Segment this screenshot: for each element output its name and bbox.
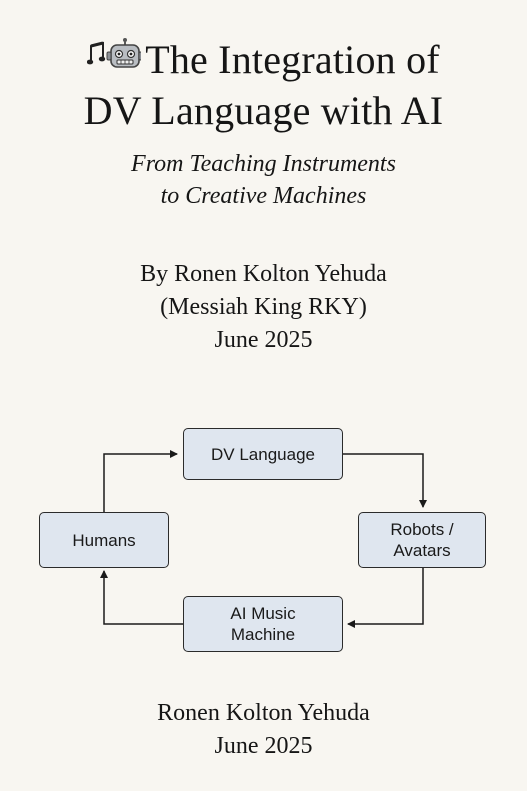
byline-author: By Ronen Kolton Yehuda <box>140 261 387 287</box>
node-robots-avatars <box>358 512 486 568</box>
footer <box>0 697 527 763</box>
byline-date: June 2025 <box>214 327 313 353</box>
byline-alias: (Messiah King RKY) <box>160 294 367 320</box>
arrow-robots-to-ai-music <box>348 568 423 624</box>
node-ai-music-machine-label: AI Music Machine <box>230 604 296 644</box>
arrow-dv-language-to-robots <box>343 454 423 507</box>
subtitle-line-2: to Creative Machines <box>160 183 367 209</box>
node-dv-language <box>183 428 343 480</box>
node-humans <box>39 512 169 568</box>
node-ai-music-machine <box>183 596 343 652</box>
node-robots-avatars-label: Robots / Avatars <box>390 520 454 560</box>
footer-author: Ronen Kolton Yehuda <box>157 700 370 726</box>
arrow-ai-music-to-humans <box>104 571 183 624</box>
title-line-2: DV Language with AI <box>83 88 444 134</box>
subtitle-line-1: From Teaching Instruments <box>131 151 396 177</box>
node-humans-label: Humans <box>72 530 136 550</box>
arrow-humans-to-dv-language <box>104 454 177 512</box>
node-dv-language-label: DV Language <box>211 444 315 464</box>
footer-date: June 2025 <box>214 733 313 759</box>
title-text-1: The Integration of <box>145 37 440 82</box>
